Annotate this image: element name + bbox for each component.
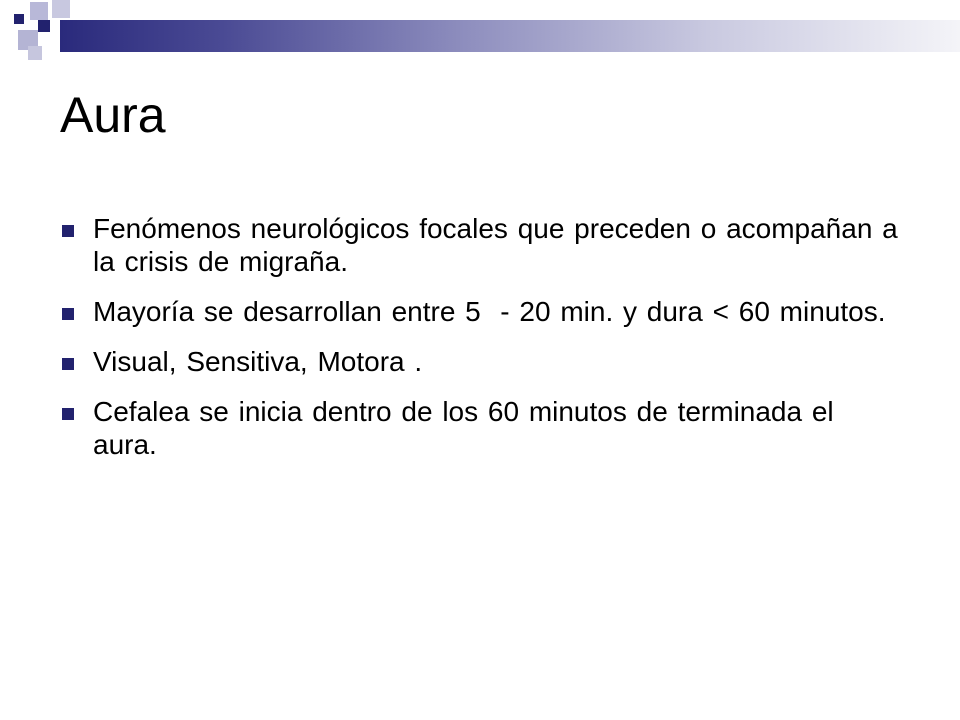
header-gradient-bar (60, 20, 960, 52)
bullet-text: Fenómenos neurológicos focales que preceden o acompañan a la crisis de migraña. (93, 213, 898, 277)
square-bullet-icon (62, 358, 74, 370)
bullet-text: Mayoría se desarrollan entre 5 - 20 min. y dura < 60 minutos. (93, 296, 886, 327)
list-item (62, 212, 902, 278)
list-item (62, 395, 902, 461)
square-bullet-icon (62, 308, 74, 320)
decorative-square (38, 20, 50, 32)
bullet-list (62, 212, 902, 478)
square-bullet-icon (62, 225, 74, 237)
decorative-square (28, 46, 42, 60)
slide-title: Aura (60, 87, 166, 143)
bullet-text: Visual, Sensitiva, Motora . (93, 346, 423, 377)
list-item (62, 295, 902, 328)
decorative-square (52, 0, 70, 18)
decorative-square (14, 14, 24, 24)
bullet-text: Cefalea se inicia dentro de los 60 minutos de terminada el aura. (93, 396, 834, 460)
list-item (62, 345, 902, 378)
square-bullet-icon (62, 408, 74, 420)
decorative-square (30, 2, 48, 20)
